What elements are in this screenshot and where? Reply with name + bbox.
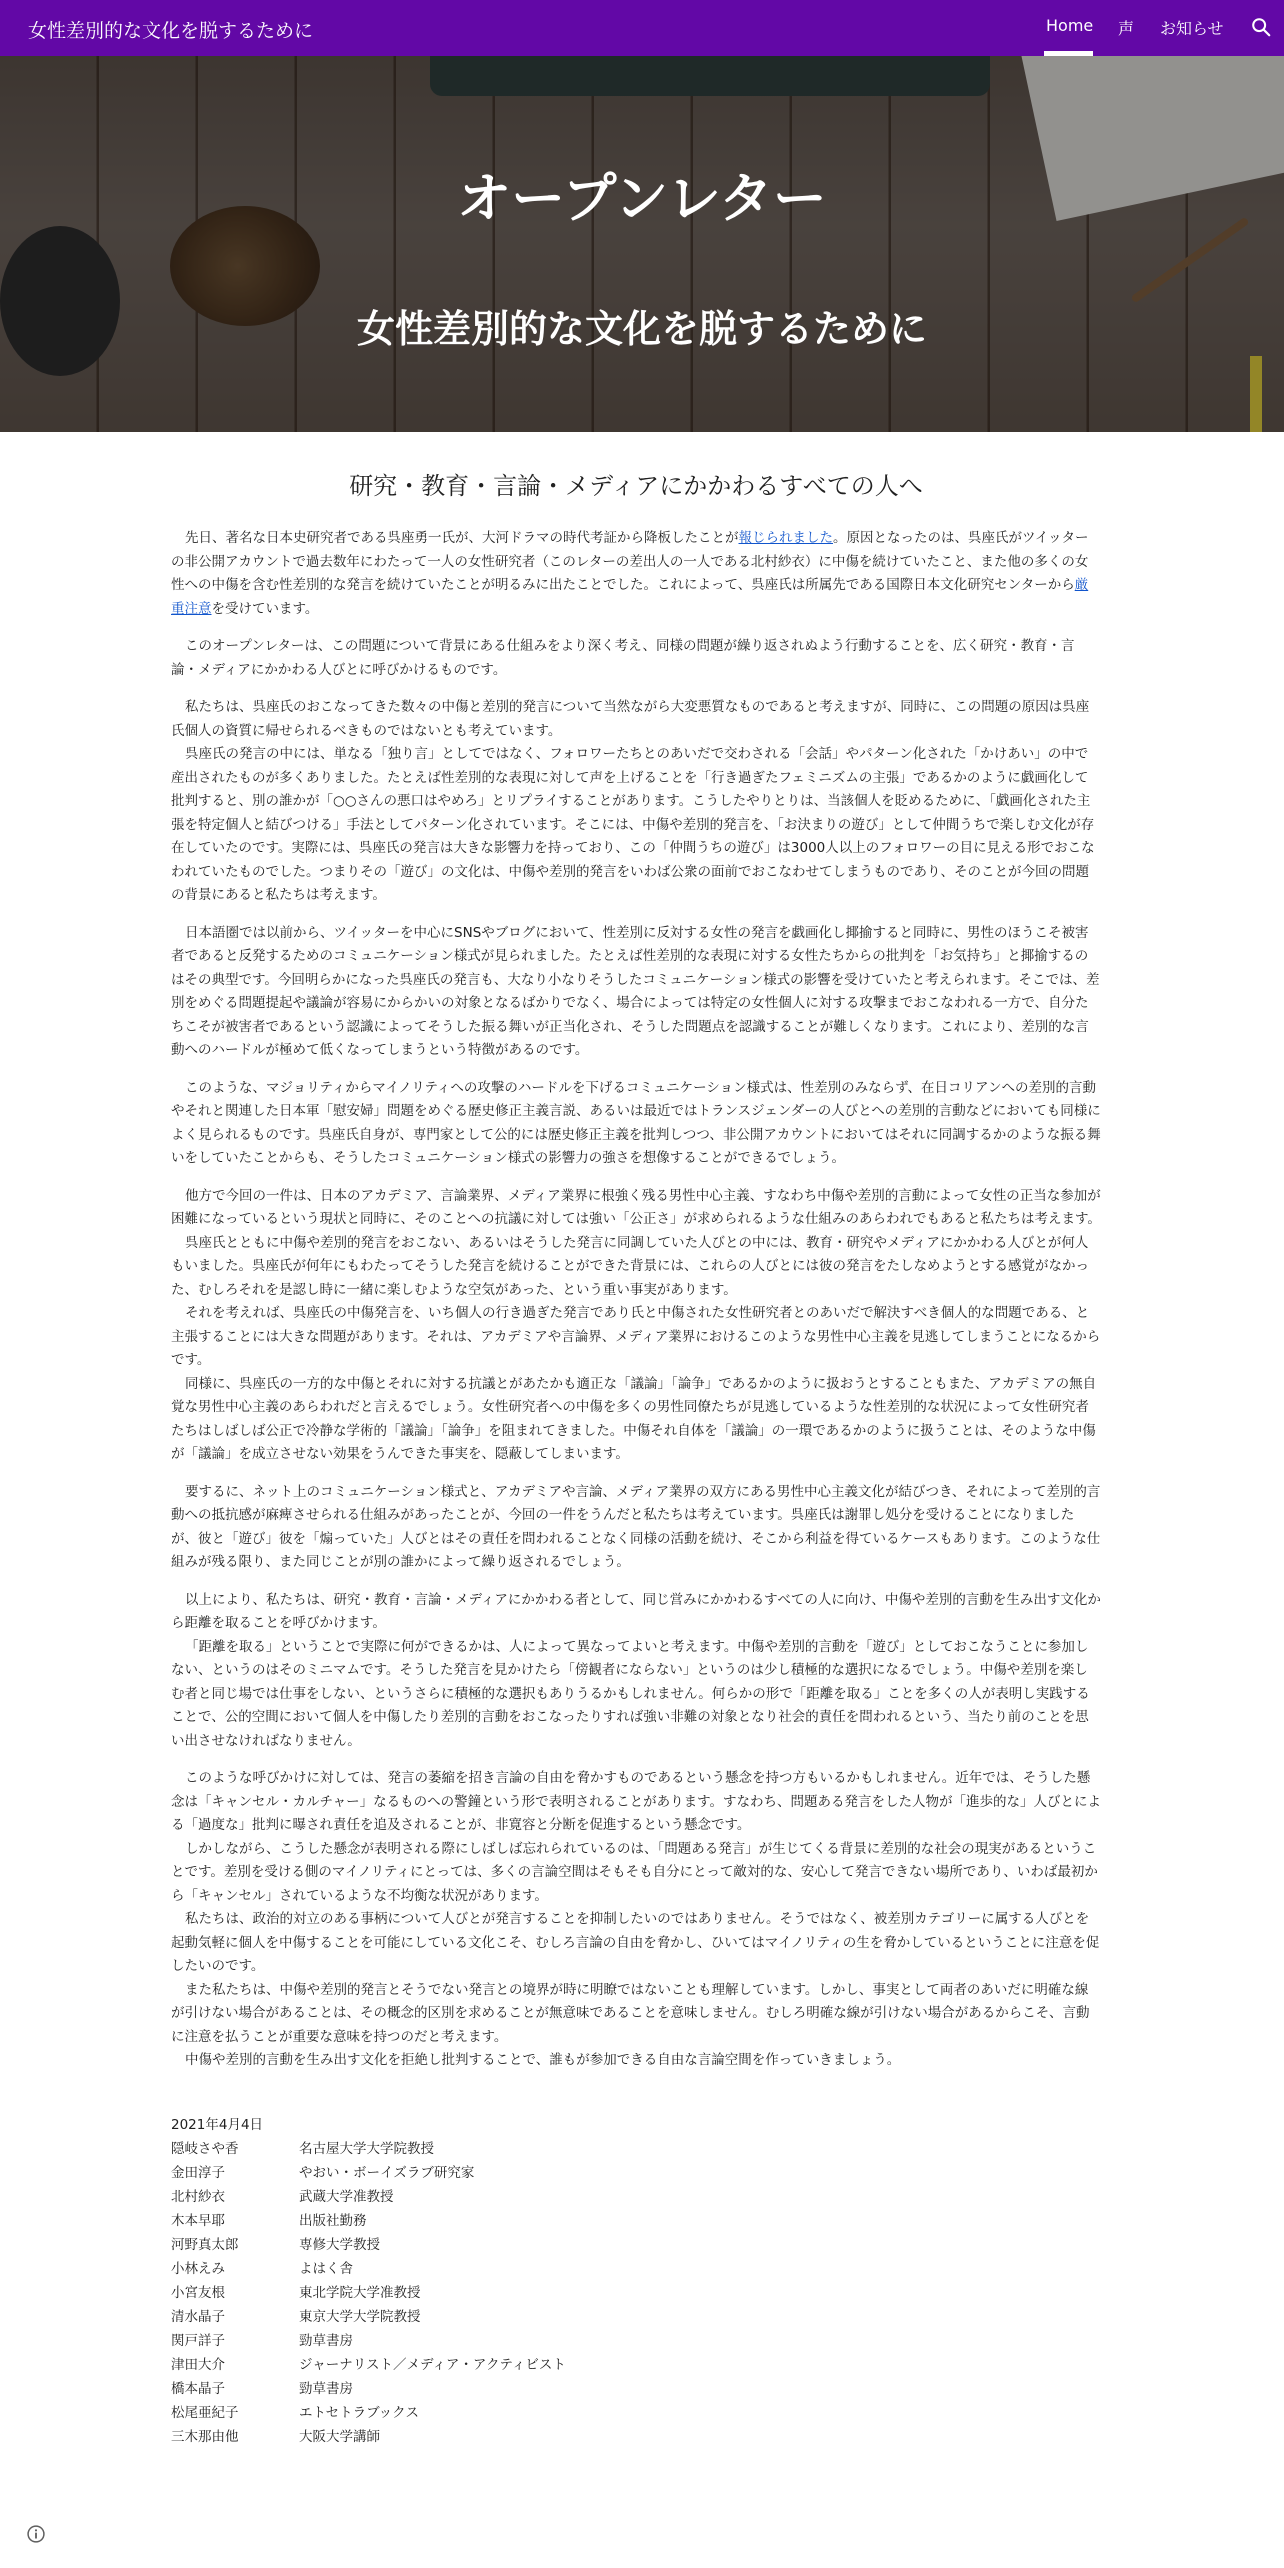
- paragraph-4-text: 日本語圏では以前から、ツイッターを中心にSNSやブログにおいて、性差別に反対する女性の発言を戯画化し揶揄すると同時に、男性のほうこそ被害者であると反発するためのコミュニケーション様式が見られました。たとえば性差別的な表現に対する女性たちからの批判を「お気持ち」と揶揄するのはその典型です。今回明らかになった呉座氏の発言も、大なり小なりそうしたコミュニケーション様式の影響を受けていたと考えられます。そこでは、差別をめぐる問題提起や議論が容易にからかいの対象となるばかりでなく、場合によっては特定の女性個人に対する攻撃までおこなわれる一方で、自分たちこそが被害者であるという認識によってそうした振る舞いが正当化され、そうした問題点を認識することが難しくなります。これにより、差別的な言動へのハードルが極めて低くなってしまうという特徴があるのです。: [171, 924, 1100, 1058]
- paragraph-8: [171, 1589, 1101, 1754]
- signatory-name: 小宮友根: [171, 2284, 225, 2301]
- signatories: [171, 2113, 1101, 2449]
- signatory-row: [171, 2233, 1101, 2257]
- paragraph-5: [171, 1077, 1101, 1171]
- paragraph-7: [171, 1481, 1101, 1575]
- strict-warning-link[interactable]: 厳重注意: [171, 577, 1089, 617]
- hero-subtitle: 女性差別的な文化を脱するために: [356, 307, 927, 351]
- signatory-affiliation: 東京大学大学院教授: [299, 2308, 421, 2325]
- nav-voice[interactable]: 声: [1118, 19, 1135, 38]
- signatory-row: [171, 2257, 1101, 2281]
- top-navigation-bar: [0, 0, 1284, 56]
- paragraph-4: [171, 922, 1101, 1063]
- search-icon[interactable]: [1250, 16, 1272, 38]
- signatory-row: [171, 2305, 1101, 2329]
- signatory-row: [171, 2185, 1101, 2209]
- signatory-row: [171, 2353, 1101, 2377]
- p1-middle: 。原因となったのは、呉座氏がツイッターの非公開アカウントで過去数年にわたって一人の女性研究者（このレターの差出人の一人である北村紗衣）に中傷を続けていたこと、また他の多くの女性への中傷を含む性差別的な発言を続けていたことが明るみに出たことでした。これによって、呉座氏は所属先である国際日本文化研究センターから: [171, 530, 1089, 593]
- signatory-affiliation: 専修大学教授: [299, 2236, 380, 2253]
- p1-end: を受けています。: [211, 600, 319, 617]
- signatory-affiliation: よはく舎: [299, 2260, 353, 2277]
- hero-banner: [0, 56, 1284, 432]
- paragraph-6-line-2: 呉座氏とともに中傷や差別的発言をおこない、あるいはそうした発言に同調していた人びとの中には、教育・研究やメディアにかかわる人びとが何人もいました。呉座氏が何年にもわたってそうした発言を続けることができた背景には、これらの人びとには彼の発言をたしなめようとする感覚がなかった、むしろそれを是認し時に一緒に楽しむような空気があった、という重い事実があります。: [171, 1234, 1089, 1298]
- signatory-row: [171, 2137, 1101, 2161]
- paragraph-8-line-2: 「距離を取る」ということで実際に何ができるかは、人によって異なってよいと考えます。中傷や差別的言動を「遊び」としておこなうことに参加しない、というのはそのミニマムです。そうした発言を見かけたら「傍観者にならない」というのは少し積極的な選択になるでしょう。中傷や差別を楽しむ者と同じ場では仕事をしない、というさらに積極的な選択もありうるかもしれません。何らかの形で「距離を取る」ことを多くの人が表明し実践することで、公的空間において個人を中傷したり差別的言動をおこなったりすれば強い非難の対象となり社会的責任を問われるという、当たり前のことを思い出させなければなりません。: [171, 1638, 1090, 1749]
- paragraph-5-text: このような、マジョリティからマイノリティへの攻撃のハードルを下げるコミュニケーション様式は、性差別のみならず、在日コリアンへの差別的言動やそれと関連した日本軍「慰安婦」問題をめぐる歴史修正主義言説、あるいは最近ではトランスジェンダーの人びとへの差別的言動などにおいても同様によく見られるものです。呉座氏自身が、専門家として公的には歴史修正主義を批判しつつ、非公開アカウントにおいてはそれに同調するかのような振る舞いをしていたことからも、そうしたコミュニケーション様式の影響力の強さを想像することができるでしょう。: [171, 1079, 1101, 1166]
- nav-news[interactable]: お知らせ: [1160, 19, 1224, 38]
- signatory-affiliation: 出版社勤務: [299, 2212, 367, 2229]
- signatory-affiliation: 勁草書房: [299, 2332, 353, 2349]
- signatory-name: 河野真太郎: [171, 2236, 239, 2253]
- paragraph-3-line-1: 私たちは、呉座氏のおこなってきた数々の中傷と差別的発言について当然ながら大変悪質なものであると考えますが、同時に、この問題の原因は呉座氏個人の資質に帰せられるべきものではないとも考えています。: [171, 699, 1090, 739]
- signatory-name: 木本早耶: [171, 2212, 225, 2229]
- paragraph-6-line-4: 同様に、呉座氏の一方的な中傷とそれに対する抗議とがあたかも適正な「議論」「論争」であるかのように扱おうとすることもまた、アカデミアの無自覚な男性中心主義のあらわれだと言えるでしょう。女性研究者への中傷を多くの男性同僚たちが見逃しているような性差別的な状況によって女性研究者たちはしばしば公正で冷静な学術的「議論」「論争」を阻まれてきました。中傷それ自体を「議論」の一環であるかのように扱うことは、そのような中傷が「議論」を成立させない効果をうんできた事実を、隠蔽してしまいます。: [171, 1375, 1097, 1462]
- paragraph-9-line-2: しかしながら、こうした懸念が表明される際にしばしば忘れられているのは、「問題ある発言」が生じてくる背景に差別的な社会の現実があるということです。差別を受ける側のマイノリティにとっては、多くの言論空間はそもそも自分にとって敵対的な、安心して発言できない場所であり、いわば最初から「キャンセル」されているような不均衡な状況があります。: [171, 1840, 1098, 1904]
- signatory-affiliation: エトセトラブックス: [299, 2404, 420, 2421]
- signatory-row: [171, 2329, 1101, 2353]
- signatory-name: 関戸詳子: [171, 2332, 225, 2349]
- signatory-name: 松尾亜紀子: [171, 2404, 239, 2421]
- paragraph-2-text: このオープンレターは、この問題について背景にある仕組みをより深く考え、同様の問題が繰り返されぬよう行動することを、広く研究・教育・言論・メディアにかかわる人びとに呼びかけるものです。: [171, 638, 1075, 678]
- signatory-list: [171, 2137, 1101, 2449]
- signatory-affiliation: やおい・ボーイズラブ研究家: [299, 2164, 475, 2181]
- signatory-name: 金田淳子: [171, 2164, 225, 2181]
- info-icon[interactable]: [26, 2524, 46, 2544]
- signatory-row: [171, 2161, 1101, 2185]
- signatory-row: [171, 2425, 1101, 2449]
- signatory-affiliation: 勁草書房: [299, 2380, 353, 2397]
- signatory-row: [171, 2281, 1101, 2305]
- paragraph-1: [171, 527, 1101, 621]
- nav-home[interactable]: Home: [1046, 16, 1094, 35]
- letter-heading: 研究・教育・言論・メディアにかかわるすべての人へ: [349, 472, 923, 500]
- paragraph-9-line-1: このような呼びかけに対しては、発言の萎縮を招き言論の自由を脅かすものであるという懸念を持つ方もいるかもしれません。近年では、そうした懸念は「キャンセル・カルチャー」なるものへの警鐘という形で表明されることがあります。すなわち、問題ある発言をした人物が「進歩的な」人びとによる「過度な」批判に曝され責任を追及されることが、非寛容と分断を促進するという懸念です。: [171, 1770, 1102, 1833]
- hero-title: オープンレター: [457, 167, 827, 230]
- paragraph-9-line-3: 私たちは、政治的対立のある事柄について人びとが発言することを抑制したいのではありません。そうではなく、被差別カテゴリーに属する人びとを起動気軽に個人を中傷することを可能にしている文化こそ、むしろ言論の自由を脅かし、ひいてはマイノリティの生を脅かしているということに注意を促したいのです。: [171, 1911, 1100, 1974]
- signatory-affiliation: ジャーナリスト／メディア・アクティビスト: [299, 2356, 566, 2373]
- signatory-row: [171, 2209, 1101, 2233]
- signatory-name: 橋本晶子: [171, 2380, 225, 2397]
- paragraph-9-line-5: 中傷や差別的言動を生み出す文化を拒絶し批判することで、誰もが参加できる自由な言論空間を作っていきましょう。: [185, 2052, 901, 2068]
- p1-before-link: 先日、著名な日本史研究者である呉座勇一氏が、大河ドラマの時代考証から降板したことが: [185, 530, 739, 546]
- signatory-name: 隠岐さや香: [171, 2140, 239, 2157]
- signatory-affiliation: 大阪大学講師: [299, 2428, 380, 2445]
- signatory-affiliation: 名古屋大学大学院教授: [299, 2140, 434, 2157]
- signatory-name: 津田大介: [171, 2356, 225, 2373]
- paragraph-9: [171, 1767, 1101, 2073]
- paragraph-8-line-1: 以上により、私たちは、研究・教育・言論・メディアにかかわる者として、同じ営みにかかわるすべての人に向け、中傷や差別的言動を生み出す文化から距離を取ることを呼びかけます。: [171, 1591, 1101, 1631]
- signatory-name: 北村紗衣: [171, 2188, 225, 2205]
- background-keyboard: [430, 56, 990, 96]
- paragraph-3-line-2: 呉座氏の発言の中には、単なる「独り言」としてではなく、フォロワーたちとのあいだで交わされる「会話」やパターン化された「かけあい」の中で産出されたものが多くありました。たとえば性差別的な表現に対して声を上げることを「行き過ぎたフェミニズムの主張」であるかのように戯画化して批判すると、別の誰かが「○○さんの悪口はやめろ」とリプライすることがあります。こうしたやりとりは、当該個人を貶めるために、「戯画化された主張を特定個人と結びつける」手法としてパターン化されています。そこには、中傷や差別的発言を、「お決まりの遊び」として仲間うちで楽しむ文化が存在していたのです。実際には、呉座氏の発言は大きな影響力を持っており、この「仲間うちの遊び」は3000人以上のフォロワーの目に見える形でおこなわれていたものでした。つまりその「遊び」の文化は、中傷や差別的発言をいわば公衆の面前でおこなわせてしまうものであり、そのことが今回の問題の背景にあると私たちは考えます。: [171, 746, 1095, 903]
- signatory-row: [171, 2401, 1101, 2425]
- paragraph-1-text: [171, 527, 1101, 621]
- paragraph-7-text: 要するに、ネット上のコミュニケーション様式と、アカデミアや言論、メディア業界の双方にある男性中心主義文化が結びつき、それによって差別的言動への抵抗感が麻痺させられる仕組みがあったことが、今回の一件をうんだと私たちは考えています。呉座氏は謝罪し処分を受けることになりましたが、彼と「遊び」彼を「煽っていた」人びとはその責任を問われることなく同様の活動を続け、そこから利益を得ているケースもあります。このような仕組みが残る限り、また同じことが別の誰かによって繰り返されるでしょう。: [171, 1483, 1101, 1570]
- background-pencil: [1250, 356, 1262, 432]
- signatory-name: 三木那由他: [171, 2428, 239, 2445]
- letter-body: [171, 466, 1101, 2449]
- paragraph-6: [171, 1185, 1101, 1467]
- paragraph-9-line-4: また私たちは、中傷や差別的発言とそうでない発言との境界が時に明瞭ではないことも理解しています。しかし、事実として両者のあいだに明確な線が引けない場合があることは、その概念的区別を求めることが無意味であることを意味しません。むしろ明確な線が引けない場合があるからこそ、言動に注意を払うことが重要な意味を持つのだと考えます。: [171, 1981, 1090, 2045]
- paragraph-6-line-3: それを考えれば、呉座氏の中傷発言を、いち個人の行き過ぎた発言であり氏と中傷された女性研究者とのあいだで解決すべき個人的な問題である、と主張することには大きな問題があります。それは、アカデミアや言論界、メディア業界におけるこのような男性中心主義を見逃してしまうことになるからです。: [171, 1305, 1101, 1368]
- signatory-row: [171, 2377, 1101, 2401]
- letter-date: 2021年4月4日: [171, 2116, 264, 2133]
- signatory-name: 小林えみ: [171, 2260, 225, 2277]
- signatory-name: 清水晶子: [171, 2308, 225, 2325]
- paragraph-2: [171, 635, 1101, 682]
- site-title[interactable]: 女性差別的な文化を脱するために: [28, 20, 314, 42]
- paragraph-6-line-1: 他方で今回の一件は、日本のアカデミア、言論業界、メディア業界に根強く残る男性中心主義、すなわち中傷や差別的言動によって女性の正当な参加が困難になっているという現状と同時に、そのことへの抗議に対しては強い「公正さ」が求められるような仕組みのあらわれでもあると私たちは考えます。: [171, 1187, 1101, 1227]
- paragraph-3: [171, 696, 1101, 908]
- signatory-affiliation: 東北学院大学准教授: [299, 2284, 421, 2301]
- signatory-affiliation: 武蔵大学准教授: [299, 2188, 394, 2205]
- reported-link[interactable]: 報じられました: [738, 530, 833, 546]
